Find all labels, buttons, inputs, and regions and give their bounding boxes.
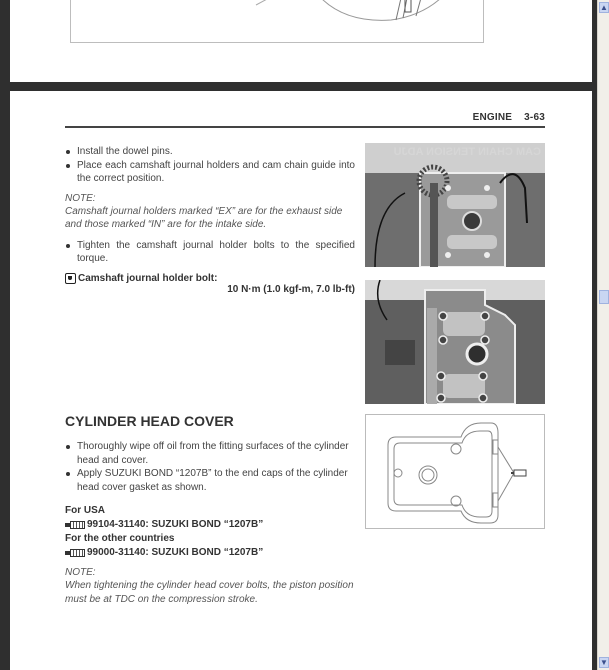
bond-usa-part-number: 99104-31140: SUZUKI BOND “1207B” — [87, 519, 264, 530]
note-label: NOTE: — [65, 192, 96, 204]
note2-text: When tightening the cylinder head cover bolts, the piston position must be at TDC on the compression stroke. — [65, 580, 354, 605]
step-apply-bond: Apply SUZUKI BOND “1207B” to the end caps of the cylinder head cover gasket as shown. — [65, 467, 355, 494]
bond-other-part-number: 99000-31140: SUZUKI BOND “1207B” — [87, 547, 264, 558]
note-text: Camshaft journal holders marked “EX” are for the exhaust side and those marked “IN” are for the intake side. — [65, 205, 343, 230]
cylinder-head-cover-diagram — [365, 414, 545, 529]
previous-page-figure — [70, 0, 484, 43]
step-wipe-oil: Thoroughly wipe off oil from the fitting surfaces of the cylinder head and cover. — [65, 440, 355, 467]
current-page — [10, 91, 592, 670]
header-section: ENGINE — [472, 112, 513, 123]
page-header — [65, 112, 545, 128]
note2-label: NOTE: — [65, 567, 96, 578]
bond-other-label: For the other countries — [65, 533, 175, 544]
engine-photo-2 — [365, 280, 545, 404]
torque-wrench-icon — [65, 273, 76, 284]
step-journal-holders: Place each camshaft journal holders and cam chain guide into the correct position. — [65, 159, 355, 186]
cover-instructions — [65, 440, 355, 606]
vertical-scrollbar[interactable] — [597, 0, 609, 670]
scroll-up-arrow-icon[interactable]: ▲ — [600, 3, 608, 12]
bond-usa-label: For USA — [65, 505, 105, 516]
scrollbar-thumb[interactable] — [599, 290, 609, 304]
scroll-down-arrow-icon[interactable]: ▼ — [600, 658, 608, 667]
photo-journal-holder-bolts — [365, 280, 545, 404]
header-page-number: 3-63 — [524, 112, 545, 123]
cover-gasket-drawing — [366, 415, 544, 528]
engine-photo-1 — [365, 143, 545, 267]
torque-spec — [65, 273, 355, 284]
mirrored-bleed-through-text: CAM CHAIN TENSION ADJU — [393, 146, 541, 158]
previous-page — [10, 0, 592, 82]
step-dowel-pins: Install the dowel pins. — [65, 145, 355, 159]
figure-line-art — [71, 0, 483, 42]
bond-other-part — [65, 546, 355, 560]
bond-usa-part — [65, 518, 355, 532]
torque-spec-value: 10 N·m (1.0 kgf-m, 7.0 lb-ft) — [227, 283, 355, 295]
step-tighten-bolts: Tighten the camshaft journal holder bolts to the specified torque. — [65, 239, 355, 266]
bond-tube-icon — [65, 549, 85, 557]
camshaft-instructions — [65, 145, 355, 295]
section-title: CYLINDER HEAD COVER — [65, 413, 234, 429]
photo-camshaft-holders — [365, 143, 545, 267]
bond-tube-icon — [65, 521, 85, 529]
torque-spec-label: Camshaft journal holder bolt: — [78, 272, 218, 284]
